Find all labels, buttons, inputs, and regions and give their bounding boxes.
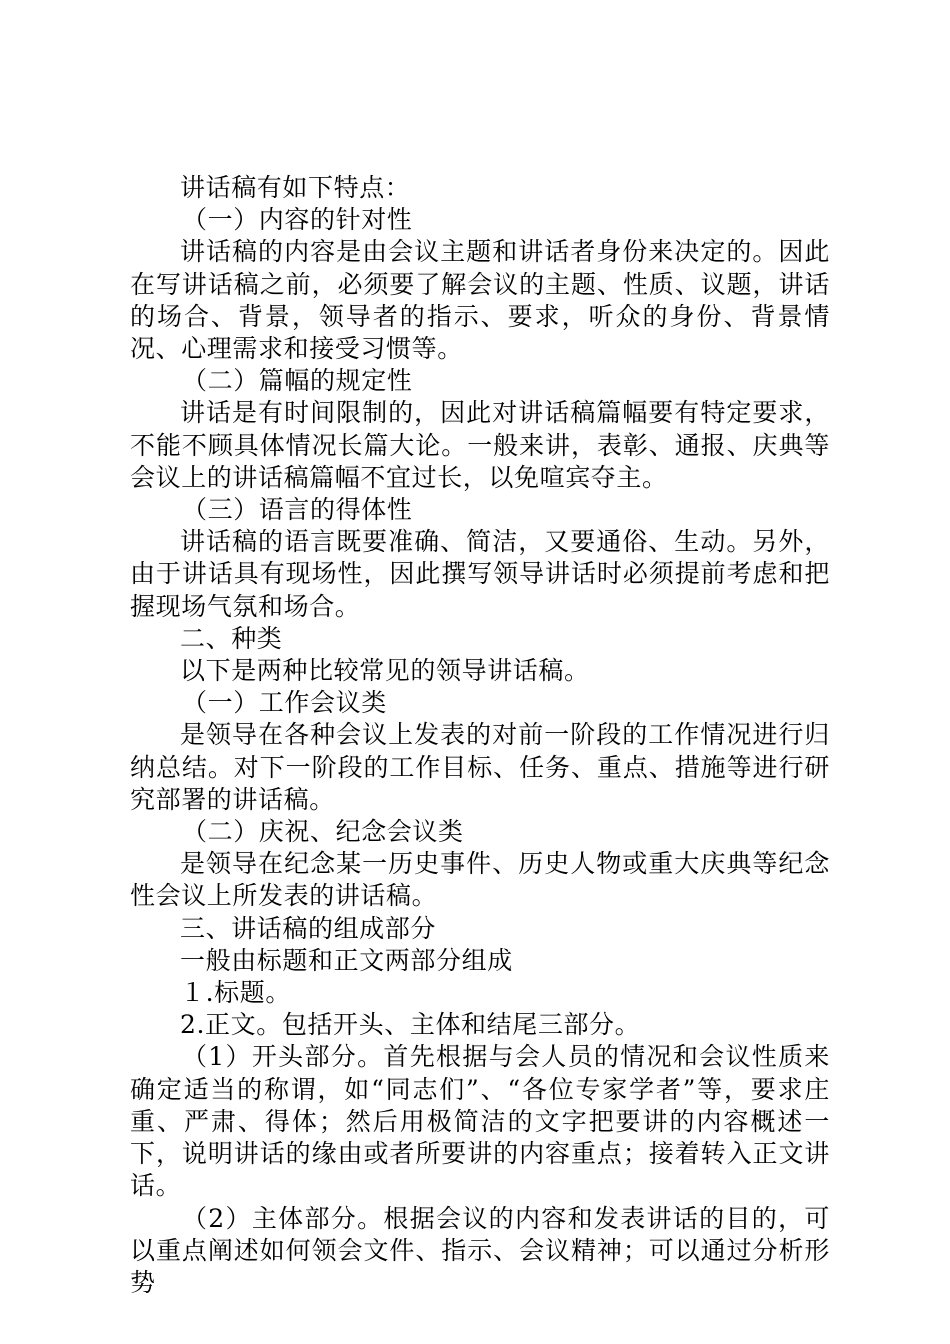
section-heading: （一）内容的针对性 [182,205,413,235]
body-paragraph: 以下是两种比较常见的领导讲话稿。 [180,656,590,686]
section-heading: （一）工作会议类 [182,688,387,718]
body-paragraph: （2）主体部分。根据会议的内容和发表讲话的目的，可以重点阐述如何领会文件、指示、会议精神；可以通过分析形势 [130,1203,830,1297]
body-paragraph: 讲话是有时间限制的，因此对讲话稿篇幅要有特定要求，不能不顾具体情况长篇大论。一般来讲，表彰、通报、庆典等会议上的讲话稿篇幅不宜过长，以免喧宾夺主。 [130,398,830,492]
list-item: 2.正文。包括开头、主体和结尾三部分。 [180,1010,641,1040]
section-heading: 二、种类 [180,623,283,653]
intro-paragraph: 讲话稿有如下特点： [180,173,411,202]
section-heading: （二）篇幅的规定性 [182,366,413,396]
body-paragraph: （1）开头部分。首先根据与会人员的情况和会议性质来确定适当的称谓，如“同志们”、“各位专家学者”等，要求庄重、严肃、得体；然后用极简洁的文字把要讲的内容概述一下，说明讲话的缘由或者所要讲的内容重点；接着转入正文讲话。 [130,1042,830,1201]
body-paragraph: 是领导在纪念某一历史事件、历史人物或重大庆典等纪念性会议上所发表的讲话稿。 [130,849,830,911]
section-heading: 三、讲话稿的组成部分 [180,913,437,943]
document-body [130,172,830,1299]
body-paragraph: 讲话稿的语言既要准确、简洁，又要通俗、生动。另外，由于讲话具有现场性，因此撰写领导讲话时必须提前考虑和把握现场气氛和场合。 [130,527,830,621]
body-paragraph: 是领导在各种会议上发表的对前一阶段的工作情况进行归纳总结。对下一阶段的工作目标、任务、重点、措施等进行研究部署的讲话稿。 [130,720,830,814]
section-heading: （二）庆祝、纪念会议类 [182,817,464,847]
body-paragraph: 一般由标题和正文两部分组成 [180,945,513,975]
section-heading: （三）语言的得体性 [182,495,413,525]
list-item: １.标题。 [180,978,291,1008]
body-paragraph: 讲话稿的内容是由会议主题和讲话者身份来决定的。因此在写讲话稿之前，必须要了解会议的主题、性质、议题，讲话的场合、背景，领导者的指示、要求，听众的身份、背景情况、心理需求和接受习惯等。 [130,237,830,364]
